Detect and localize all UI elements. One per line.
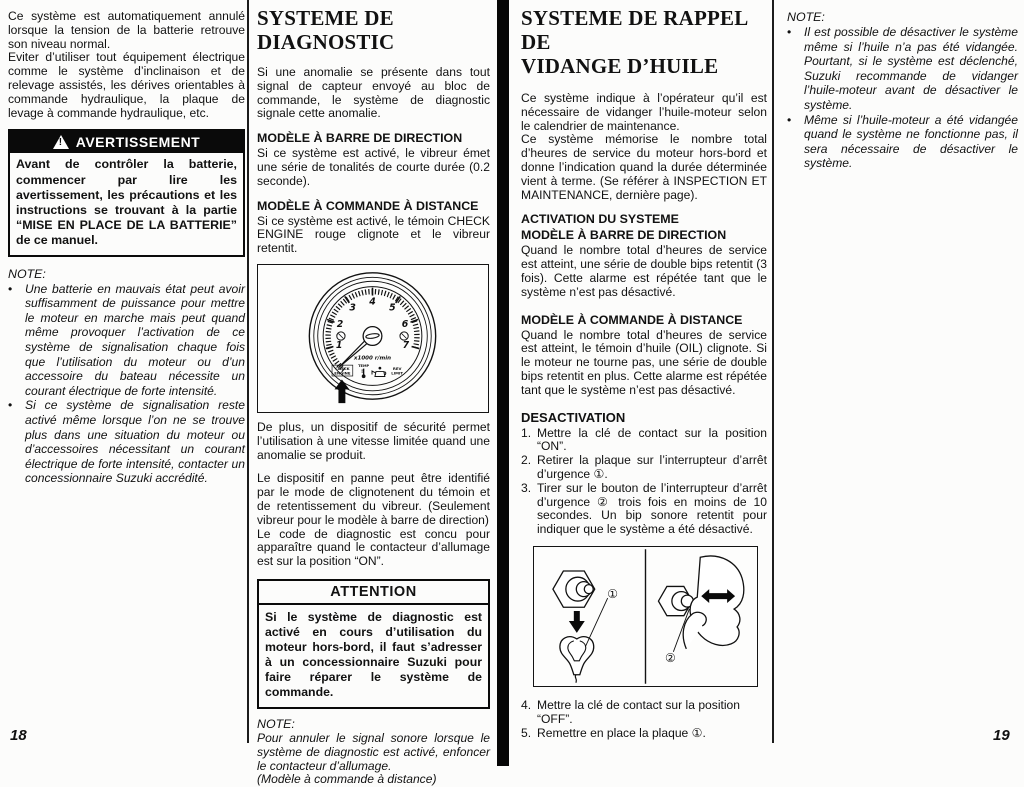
note-text: Même si l’huile-moteur a été vidangée quand le système ne fonctionne pas, il sera nécessaire de désactiver le système. xyxy=(804,112,1018,171)
stop-switch-illustration xyxy=(535,549,756,684)
note-bullet-item xyxy=(8,398,245,486)
tachometer-illustration xyxy=(259,268,487,408)
step-text: Retirer la plaque sur l’interrupteur d’arrêt d’urgence ①. xyxy=(537,453,767,481)
note-text: Une batterie en mauvais état peut avoir suffisamment de puissance pour mettre le moteur en marche mais peut quand même provoquer l’activation de ce système de signalisation chaque fois que l’utilisation du moteur ou d’un accessoire du bateau nécessite un courant électrique de forte intensité. xyxy=(25,281,245,398)
page-number-left: 18 xyxy=(10,727,27,744)
column-2-diagnostic xyxy=(257,6,490,787)
temp-indicator xyxy=(358,365,369,379)
bullet-icon: • xyxy=(8,398,13,413)
svg-text:6: 6 xyxy=(401,319,409,331)
paragraph: Si une anomalie se présente dans tout signal de capteur envoyé au bloc de commande, le système de diagnostic signale cette anomalie. xyxy=(257,65,490,121)
attention-box xyxy=(257,579,490,709)
page-number-right: 19 xyxy=(993,727,1010,744)
paragraph: Le code de diagnostic est concu pour apparaître quand le contacteur d’allumage est sur la position “ON”. xyxy=(257,526,490,569)
paragraph: Si ce système est activé, le témoin CHECK ENGINE rouge clignote et le vibreur retentit. xyxy=(257,213,490,256)
check-engine-indicator xyxy=(332,366,353,377)
warning-title: AVERTISSEMENT xyxy=(75,134,201,151)
step-text: Mettre la clé de contact sur la position “ON”. xyxy=(537,425,767,454)
paragraph: Ce système est automatiquement annulé lorsque la tension de la batterie retrouve son niveau normal. xyxy=(8,9,245,51)
column-divider xyxy=(247,0,249,743)
svg-text:REV: REV xyxy=(392,366,402,372)
warning-exclamation: ! xyxy=(58,137,63,149)
paragraph: Ce système mémorise le nombre total d’heures de service du moteur hors-bord et donne l’indication quand la durée déterminée vient à terme. (Se référer à INSPECTION ET MAINTENANCE, dernière page). xyxy=(521,132,767,202)
numbered-step xyxy=(521,482,767,537)
bullet-icon: • xyxy=(8,281,13,296)
step-number: 1. xyxy=(521,425,532,440)
column-1-battery-text xyxy=(8,10,245,486)
step-text: Remettre en place la plaque ①. xyxy=(537,725,706,740)
svg-text:ENGINE: ENGINE xyxy=(334,371,351,377)
warning-body: Avant de contrôler la batterie, commencer par lire les avertissement, les précautions et les instructions se trouvant à la partie “MISE EN PLACE DE LA BATTERIE” de ce manuel. xyxy=(16,157,237,248)
note-bullet-item xyxy=(787,25,1018,113)
paragraph: Le dispositif en panne peut être identifié par le mode de clignotenent du témoin et de retentissement du vibreur. (Seulement vibreur pour le modèle à barre de direction) xyxy=(257,471,490,527)
paragraph: Quand le nombre total d’heures de service est atteint, une série de double bips retentit (3 fois). Cette alarme est répétée tant que le système n’est pas désactivé. xyxy=(521,243,767,299)
title-line: DIAGNOSTIC xyxy=(257,30,395,54)
column-4-note xyxy=(787,10,1018,171)
note-bullet-item xyxy=(8,282,245,399)
svg-text:LIMIT: LIMIT xyxy=(391,371,404,377)
attention-title: ATTENTION xyxy=(259,581,488,605)
paragraph: Ce système indique à l’opérateur qu’il est nécessaire de vidanger l’huile-moteur selon le calendrier de maintenance. xyxy=(521,91,767,133)
note-label: NOTE: xyxy=(8,266,46,281)
svg-text:1: 1 xyxy=(335,340,343,352)
lock-plate-icon xyxy=(560,637,594,683)
numbered-step xyxy=(521,427,767,455)
numbered-step xyxy=(521,699,767,727)
warning-box xyxy=(8,129,245,256)
stop-switch-icon xyxy=(553,571,595,607)
subheading-desactivation: DESACTIVATION xyxy=(521,409,626,425)
step-number: 2. xyxy=(521,453,532,468)
svg-text:①: ① xyxy=(607,587,619,602)
note-label: NOTE: xyxy=(787,10,825,24)
bullet-icon: • xyxy=(787,112,792,127)
warning-triangle-icon xyxy=(53,135,69,149)
subheading-distance: MODÈLE À COMMANDE À DISTANCE xyxy=(257,198,479,213)
page-gutter-bar xyxy=(497,0,509,766)
note-text: Si ce système de signalisation reste activé même lorsque l’on ne se trouve plus dans une situation du moteur ou d’accessoires nécessitant un courant électrique de forte intensité, contacter un concessionnaire Suzuki accrédité. xyxy=(25,398,245,486)
svg-text:TEMP: TEMP xyxy=(358,364,370,369)
hand-icon xyxy=(683,556,744,649)
title-line: SYSTEME DE xyxy=(257,6,394,30)
warning-header xyxy=(10,131,243,153)
stop-switch-figure xyxy=(533,546,758,687)
title-line: VIDANGE D’HUILE xyxy=(521,54,719,78)
paragraph: De plus, un dispositif de sécurité permet l’utilisation à une vitesse limitée quand une anomalie se produit. xyxy=(257,419,490,462)
svg-text:4: 4 xyxy=(369,296,376,308)
svg-text:CHECK: CHECK xyxy=(335,366,350,372)
step-number: 3. xyxy=(521,480,532,495)
step-text: Mettre la clé de contact sur la position “OFF”. xyxy=(537,697,741,726)
section-title-diagnostic xyxy=(257,6,490,54)
numbered-step xyxy=(521,727,767,741)
section-title-oil-reminder xyxy=(521,6,767,78)
paragraph: Si ce système est activé, le vibreur émet une série de tonalités de courte durée (0.2 seconde). xyxy=(257,146,490,188)
oil-can-icon xyxy=(372,367,386,377)
subheading-barre: MODÈLE À BARRE DE DIRECTION xyxy=(257,131,463,146)
subheading-distance: MODÈLE À COMMANDE À DISTANCE xyxy=(521,312,743,327)
svg-text:2: 2 xyxy=(336,319,344,331)
note-text: (Modèle à commande à distance) xyxy=(257,772,437,787)
step-text: Tirer sur le bouton de l’interrupteur d’arrêt d’urgence ② trois fois en moins de 10 secondes. Un bip sonore retentit pour indiquer que le système a été désactivé. xyxy=(537,480,767,537)
step-number: 4. xyxy=(521,697,532,712)
numbered-step xyxy=(521,454,767,482)
column-3-oil-reminder xyxy=(521,6,767,740)
svg-text:3: 3 xyxy=(349,303,356,315)
paragraph: Eviter d’utiliser tout équipement électrique comme le système d’inclinaison et de relevage assistés, les dérives orientables à commande hydraulique, la plaque de levage à commande hydraulique, etc. xyxy=(8,50,245,120)
note-text: Pour annuler le signal sonore lorsque le système de diagnostic est activé, enfoncer le contacteur d’allumage. xyxy=(257,730,490,773)
paragraph: Quand le nombre total d’heures de service est atteint, le témoin d’huile (OIL) clignote. Si le moteur ne tourne pas, une série de double bips retentit en plus. Cette alarme est répétée tant que le système n’est pas désactivé. xyxy=(521,327,767,397)
column-divider xyxy=(772,0,774,743)
step-number: 5. xyxy=(521,725,532,740)
svg-text:7: 7 xyxy=(402,340,410,352)
svg-text:②: ② xyxy=(665,650,676,665)
gauge-center-label: x1000 r/min xyxy=(353,356,392,363)
rev-limit-indicator xyxy=(391,366,403,376)
tachometer-figure xyxy=(257,264,489,413)
attention-body: Si le système de diagnostic est activé en cours d’utilisation du moteur hors-bord, il faut s’adresser à un concessionnaire Suzuki pour faire réparer le système de commande. xyxy=(265,609,482,699)
subheading-barre: MODÈLE À BARRE DE DIRECTION xyxy=(521,228,727,243)
note-bullet-item xyxy=(787,113,1018,171)
svg-text:5: 5 xyxy=(389,303,396,315)
title-line: SYSTEME DE RAPPEL DE xyxy=(521,6,748,54)
note-label: NOTE: xyxy=(257,716,295,731)
subheading-activation: ACTIVATION DU SYSTEME xyxy=(521,212,679,227)
bullet-icon: • xyxy=(787,25,792,39)
down-arrow-icon xyxy=(569,611,585,633)
gauge-hub xyxy=(363,327,382,346)
note-text: Il est possible de désactiver le système même si l’huile n’a pas été vidangée. Pourtant, si le système est déclenché, Suzuki recommande de vidanger l’huile-moteur avant de désactiver le système. xyxy=(804,25,1018,112)
